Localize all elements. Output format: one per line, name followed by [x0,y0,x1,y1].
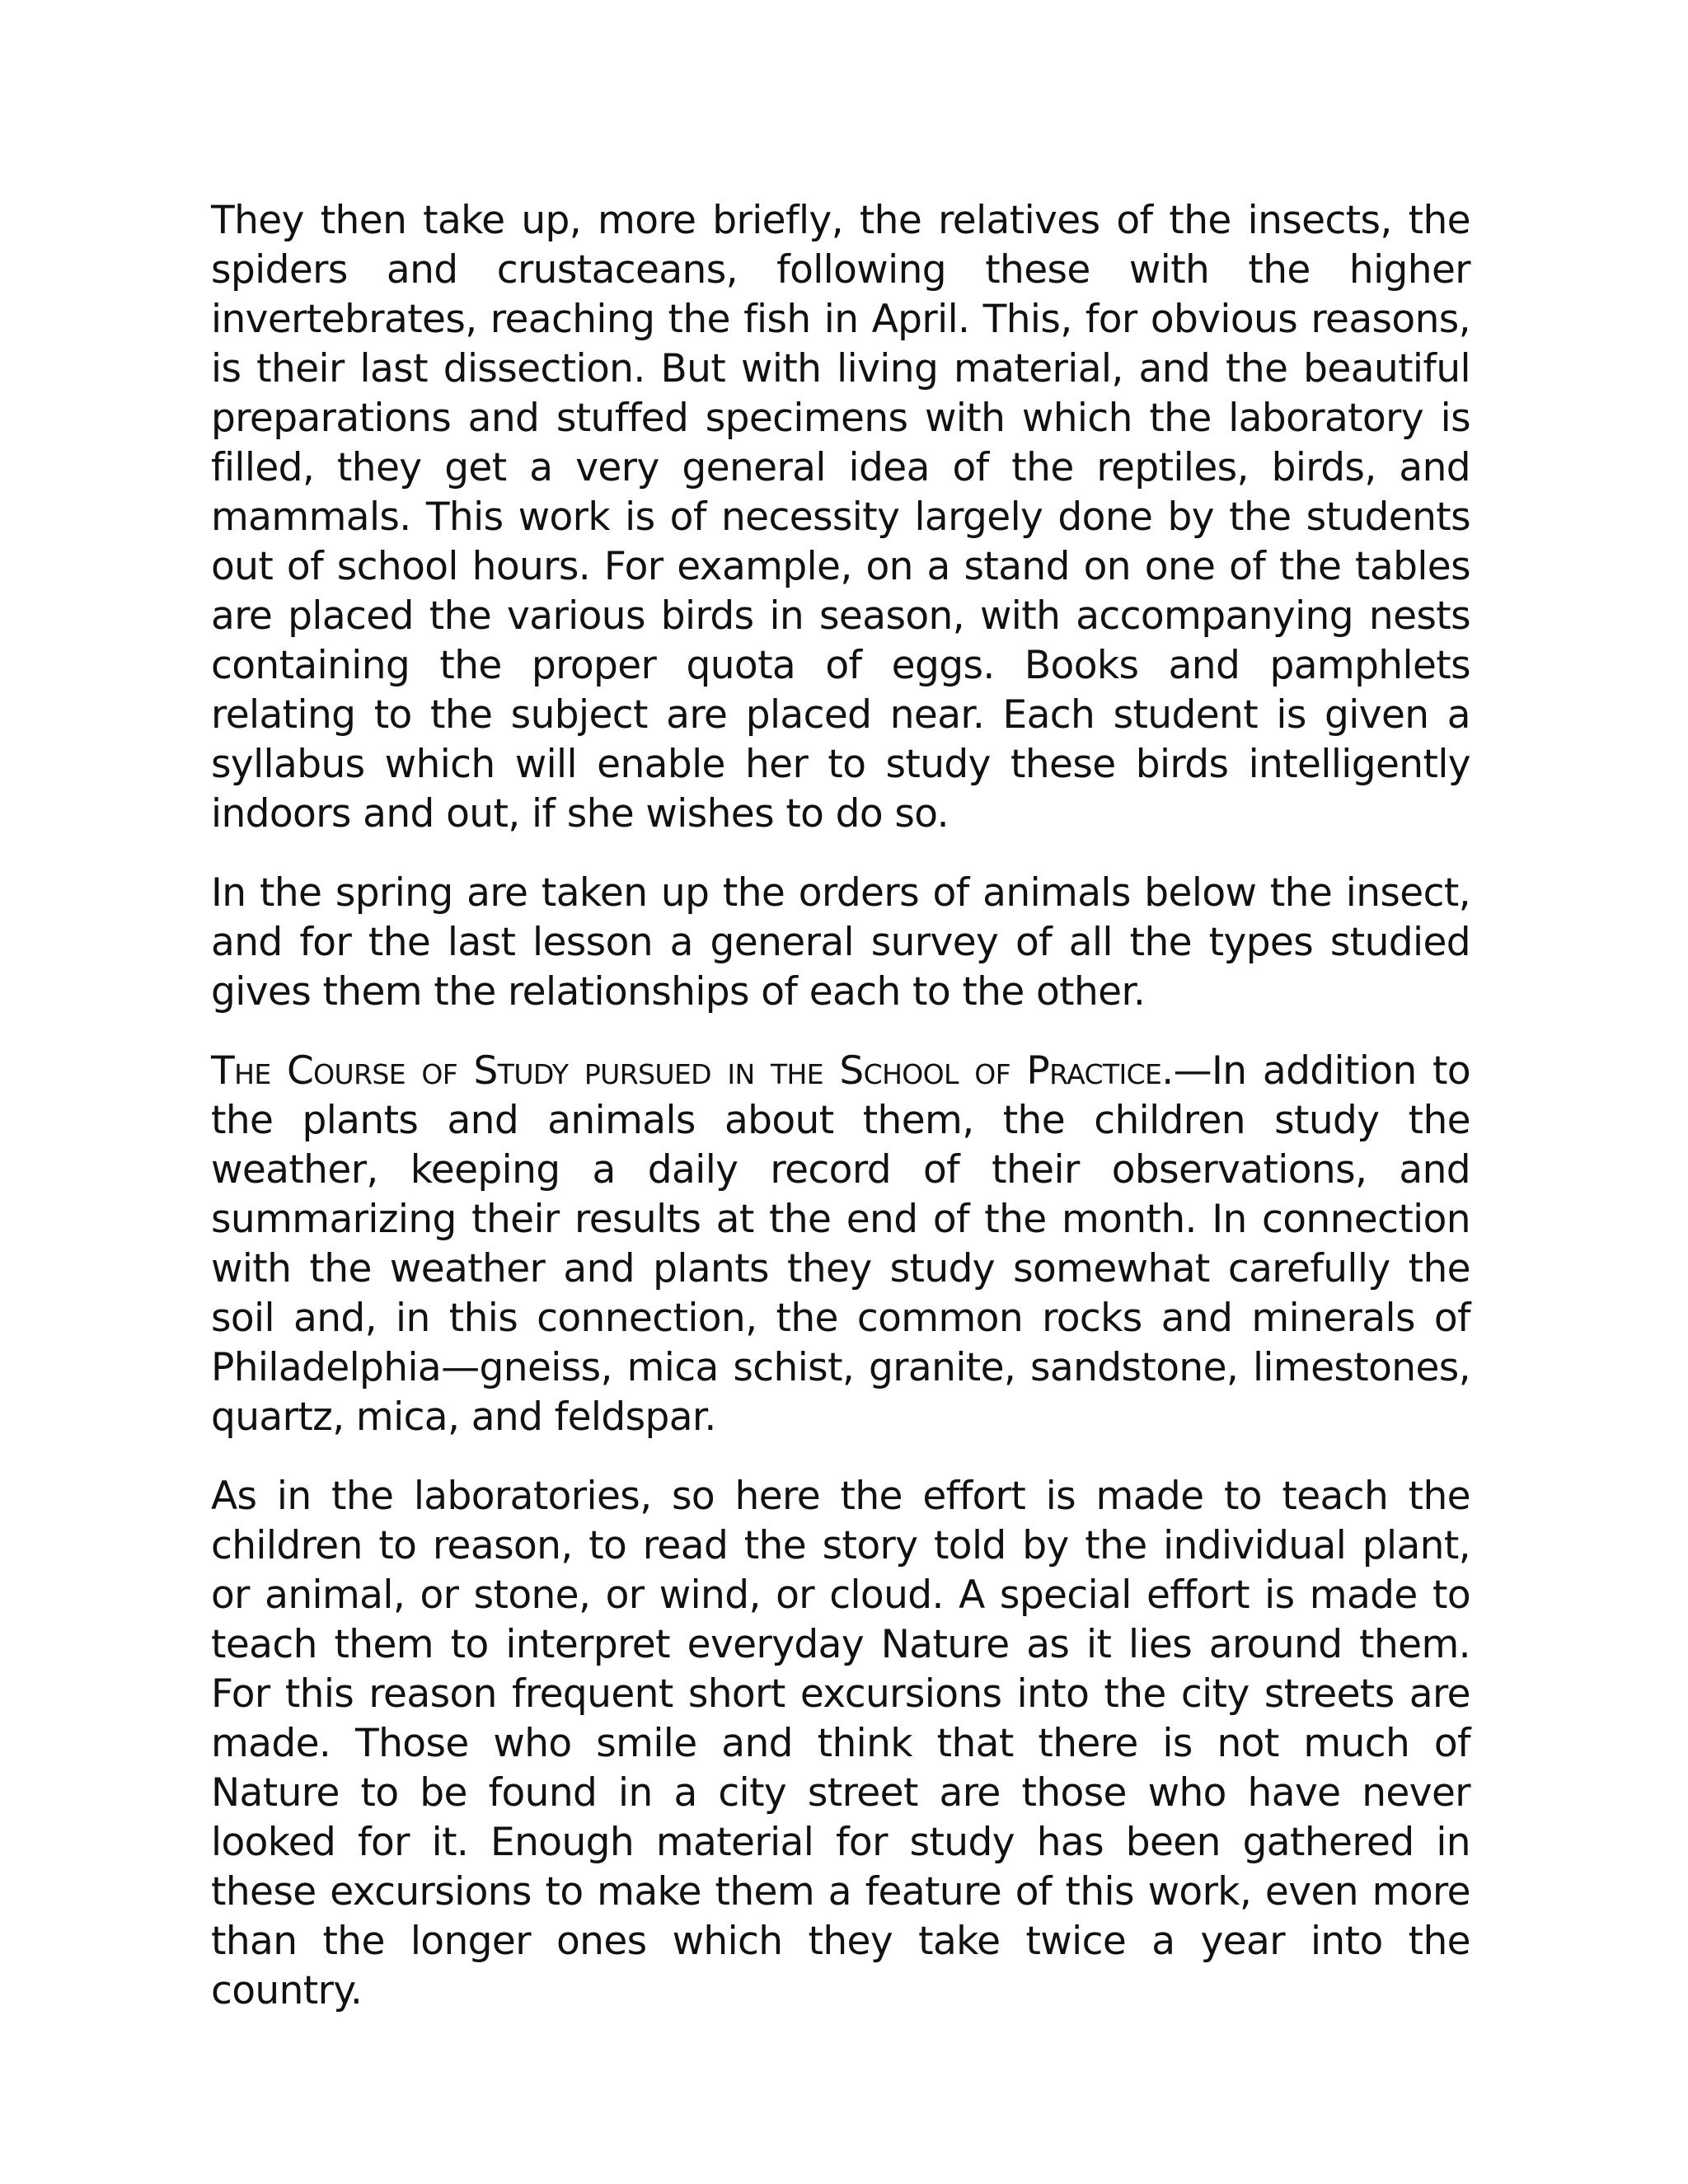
paragraph-excursions: As in the laboratories, so here the effort is made to teach the children to reason, to read the story told by the individual plant, or animal, or stone, or wind, or cloud. A special effort is made to teach them to interpret everyday Nature as it lies around them. For this reason frequent short excursions into the city streets are made. Those who smile and think that there is not much of Nature to be found in a city street are those who have never looked for it. Enough material for study has been gathered in these excursions to make them a feature of this work, even more than the longer ones which they take twice a year into the country. [211,1474,1470,2013]
paragraph-invertebrates: They then take up, more briefly, the relatives of the insects, the spiders and crustaceans, following these with the higher invertebrates, reaching the fish in April. This, for obvious reasons, is their last dissection. But with living material, and the beautiful preparations and stuffed specimens with which the laboratory is filled, they get a very general idea of the reptiles, birds, and mammals. This work is of necessity largely done by the students out of school hours. For example, on a stand on one of the tables are placed the various birds in season, with accompanying nests containing the proper quota of eggs. Books and pamphlets relating to the subject are placed near. Each student is given a syllabus which will enable her to study these birds intelligently indoors and out, if she wishes to do so. [211,198,1470,837]
body-text [211,196,1470,2046]
paragraph-course-of-study [211,1047,1470,1442]
section-text: —In addition to the plants and animals about them, the children study the weather, keeping a daily record of their observations, and summarizing their results at the end of the month. In connection with the weather and plants they study somewhat carefully the soil and, in this connection, the common rocks and minerals of Philadelphia—gneiss, mica schist, granite, sandstone, limestones, quartz, mica, and feldspar. [211,1048,1470,1440]
paragraph-spring-lessons: In the spring are taken up the orders of animals below the insect, and for the last lesson a general survey of all the types studied gives them the relationships of each to the other. [211,870,1470,1015]
section-heading: The Course of Study pursued in the School of Practice. [211,1048,1174,1094]
